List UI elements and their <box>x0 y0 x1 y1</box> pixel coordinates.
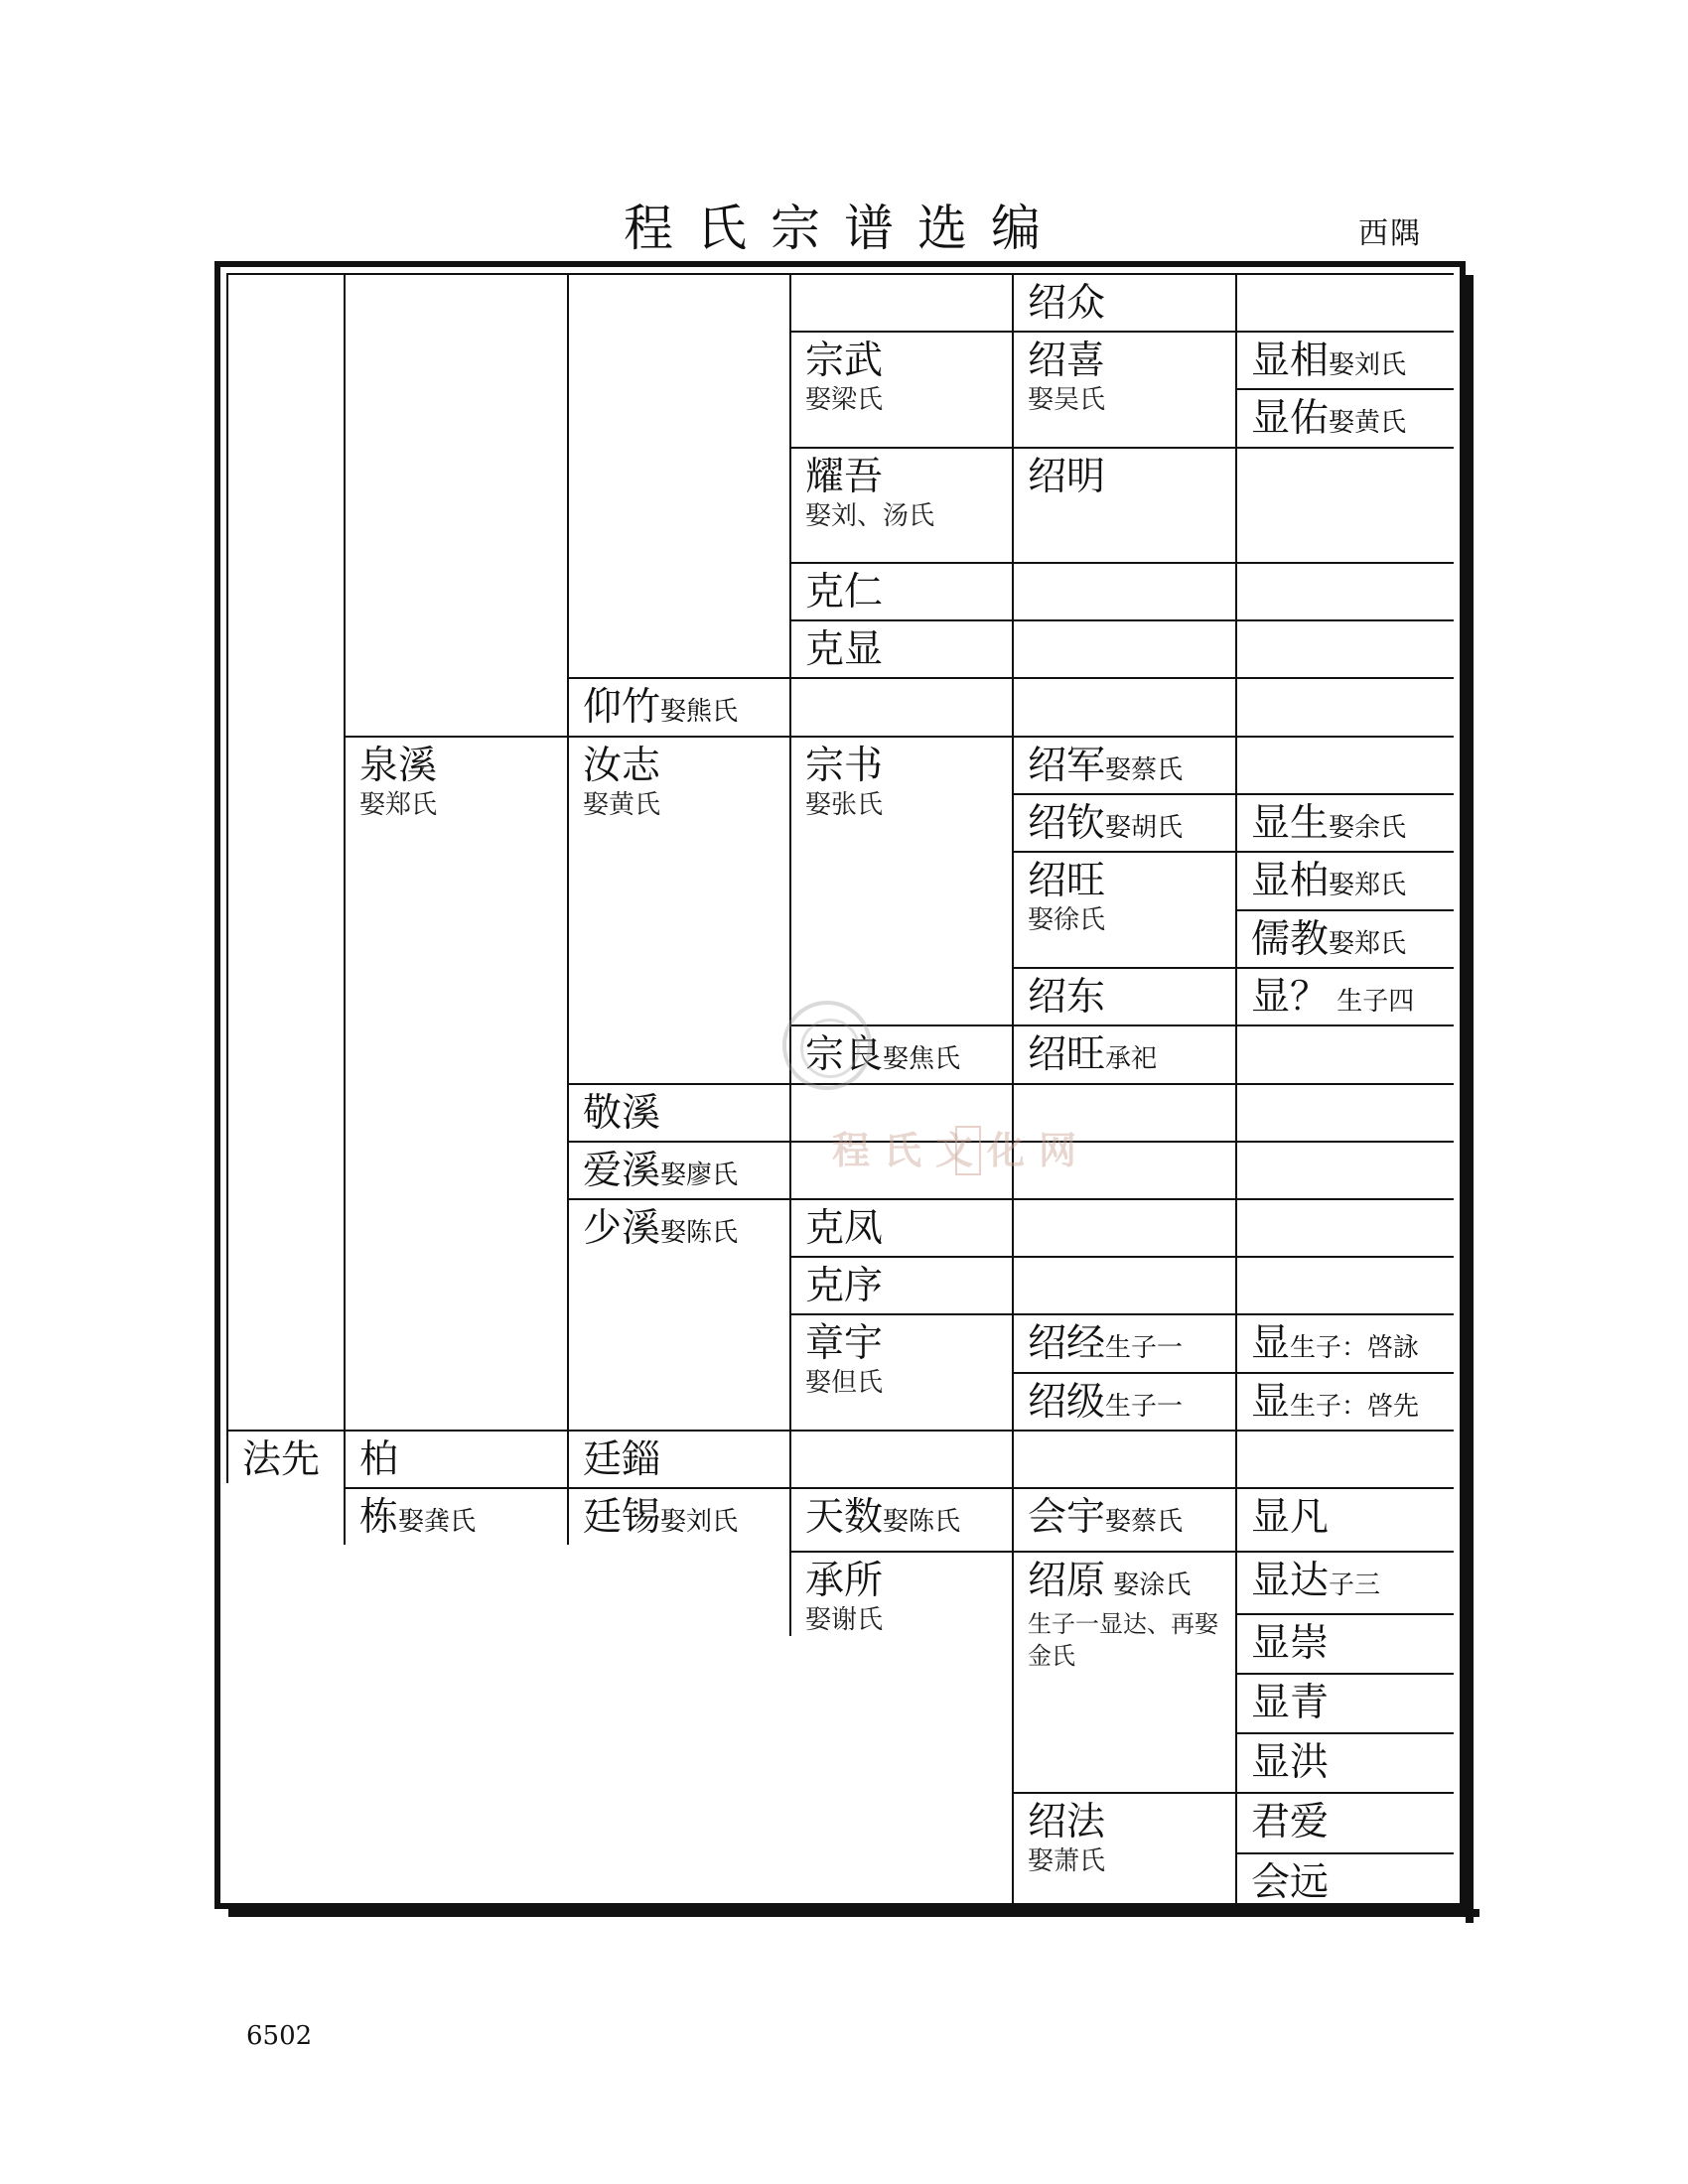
person-name <box>583 1206 789 1256</box>
genealogy-cell <box>1235 1024 1454 1083</box>
person-name-text: 宗书 <box>805 744 884 788</box>
person-name <box>583 1149 789 1198</box>
genealogy-cell <box>1235 1083 1454 1141</box>
person-name <box>1251 859 1454 908</box>
inline-note: 娶刘氏 <box>1329 350 1407 380</box>
genealogy-cell <box>1235 1313 1454 1372</box>
inline-note: 娶涂氏 <box>1105 1570 1192 1600</box>
person-name <box>583 1091 789 1137</box>
person-name-text: 柏 <box>359 1437 399 1482</box>
person-name-text: 克序 <box>805 1264 884 1308</box>
marriage-note: 娶郑氏 <box>359 790 438 820</box>
genealogy-cell <box>1235 1792 1454 1852</box>
person-name-text: 显 <box>1251 1321 1291 1366</box>
person-name-text: 绍原 <box>1028 1559 1106 1603</box>
inline-note: 娶蔡氏 <box>1105 1507 1184 1537</box>
inline-note: 娶焦氏 <box>883 1044 961 1074</box>
person-name-text: 天数 <box>805 1495 884 1540</box>
page-number: 6502 <box>246 2021 313 2051</box>
person-name-text: 泉溪 <box>359 744 438 788</box>
genealogy-cell <box>1235 736 1454 793</box>
person-name-text: 显相 <box>1251 339 1330 383</box>
genealogy-cell <box>789 1430 1012 1487</box>
person-name <box>1251 1860 1454 1906</box>
person-name <box>1251 1380 1454 1430</box>
genealogy-cell <box>789 447 1012 562</box>
marriage-note: 娶梁氏 <box>805 385 884 415</box>
person-name-text: 绍旺 <box>1028 859 1106 903</box>
site-watermark: 程氏文化网 <box>832 1129 1091 1172</box>
genealogy-cell <box>567 677 789 736</box>
inline-note: 承祀 <box>1105 1044 1158 1074</box>
genealogy-cell <box>1235 1141 1454 1198</box>
person-name <box>1251 1559 1454 1608</box>
marriage-note: 娶黄氏 <box>583 790 661 820</box>
inline-note: 娶龚氏 <box>398 1507 477 1537</box>
inline-note: 娶熊氏 <box>660 697 739 727</box>
genealogy-cell <box>567 1430 789 1487</box>
genealogy-cell <box>1235 1551 1454 1613</box>
person-name-text: 显？ <box>1251 975 1330 1020</box>
genealogy-cell <box>567 1083 789 1141</box>
person-name <box>1028 339 1235 384</box>
genealogy-cell <box>1012 793 1235 851</box>
person-name <box>1251 917 1454 967</box>
person-name <box>1251 1740 1454 1786</box>
person-name-text: 耀吾 <box>805 455 884 499</box>
person-name-text: 绍法 <box>1028 1800 1106 1844</box>
inline-note: 生子一 <box>1105 1392 1184 1422</box>
person-name <box>805 1495 1012 1545</box>
person-name-text: 敬溪 <box>583 1091 661 1136</box>
inline-note: 生子：啓先 <box>1290 1392 1420 1422</box>
person-name-text: 绍喜 <box>1028 339 1106 383</box>
genealogy-cell <box>1235 1430 1454 1487</box>
genealogy-cell <box>1012 677 1235 736</box>
inline-note: 生子一 <box>1105 1333 1184 1363</box>
person-name <box>242 1437 344 1483</box>
person-name <box>1251 339 1454 388</box>
genealogy-cell <box>226 1430 344 1483</box>
genealogy-cell <box>789 331 1012 447</box>
genealogy-cell <box>567 736 789 1083</box>
person-name <box>1028 801 1235 851</box>
extra-note: 生子一显达、再娶金氏 <box>1028 1610 1218 1670</box>
person-name <box>1251 801 1454 851</box>
person-name <box>1251 1681 1454 1726</box>
genealogy-cell <box>1235 273 1454 331</box>
genealogy-cell <box>1012 562 1235 619</box>
person-name-text: 绍级 <box>1028 1380 1106 1425</box>
person-name-text: 显达 <box>1251 1559 1330 1603</box>
person-name-text: 显柏 <box>1251 859 1330 903</box>
person-name-text: 绍明 <box>1028 455 1106 499</box>
inline-note: 生子四 <box>1329 987 1415 1017</box>
person-name <box>805 570 1012 615</box>
page-title: 程氏宗谱选编 <box>624 200 1064 257</box>
genealogy-cell <box>789 677 1012 736</box>
genealogy-cell <box>1012 736 1235 793</box>
person-name <box>583 685 789 735</box>
inline-note: 娶蔡氏 <box>1105 755 1184 785</box>
person-name-text: 显洪 <box>1251 1740 1330 1785</box>
genealogy-cell <box>344 1487 567 1545</box>
genealogy-cell <box>1012 331 1235 447</box>
genealogy-cell <box>1235 331 1454 388</box>
person-name <box>805 1206 1012 1252</box>
inline-note: 娶陈氏 <box>883 1507 961 1537</box>
person-name-text: 绍经 <box>1028 1321 1106 1366</box>
person-name <box>1028 859 1235 904</box>
genealogy-cell <box>1235 909 1454 967</box>
person-name-text: 绍旺 <box>1028 1032 1106 1077</box>
genealogy-cell <box>1012 1487 1235 1551</box>
inline-note: 娶郑氏 <box>1329 871 1407 900</box>
genealogy-cell <box>1012 967 1235 1024</box>
genealogy-cell <box>1012 1024 1235 1083</box>
person-name-text: 绍众 <box>1028 281 1106 326</box>
genealogy-cell <box>789 562 1012 619</box>
genealogy-cell <box>1012 447 1235 562</box>
person-name <box>1028 1495 1235 1545</box>
person-name <box>1028 744 1235 793</box>
genealogy-cell <box>1235 851 1454 909</box>
inline-note: 娶郑氏 <box>1329 929 1407 959</box>
person-name-text: 宗武 <box>805 339 884 383</box>
genealogy-cell <box>789 1256 1012 1313</box>
person-name <box>1028 1559 1235 1608</box>
genealogy-cell <box>789 273 1012 331</box>
person-name <box>359 744 567 789</box>
genealogy-cell <box>789 1198 1012 1256</box>
genealogy-cell <box>1235 967 1454 1024</box>
person-name <box>1028 281 1235 327</box>
person-name <box>805 627 1012 673</box>
genealogy-cell <box>789 619 1012 677</box>
inline-note: 娶刘氏 <box>660 1507 739 1537</box>
person-name <box>1028 455 1235 500</box>
person-name-text: 汝志 <box>583 744 661 788</box>
marriage-note: 娶萧氏 <box>1028 1846 1106 1876</box>
genealogy-cell <box>567 273 789 677</box>
person-name <box>1028 975 1235 1021</box>
inline-note: 娶胡氏 <box>1105 813 1184 843</box>
genealogy-cell <box>789 1551 1012 1636</box>
genealogy-cell <box>1012 851 1235 967</box>
person-name <box>1251 1800 1454 1845</box>
genealogy-cell <box>789 736 1012 1024</box>
region-label: 西隅 <box>1358 216 1422 251</box>
genealogy-cell <box>1235 388 1454 447</box>
person-name-text: 儒教 <box>1251 917 1330 962</box>
genealogy-cell <box>344 273 567 736</box>
genealogy-cell <box>1235 562 1454 619</box>
person-name-text: 会宇 <box>1028 1495 1106 1540</box>
genealogy-cell <box>1012 1313 1235 1372</box>
person-name <box>583 1437 789 1483</box>
marriage-note: 娶徐氏 <box>1028 905 1106 935</box>
person-name <box>805 1321 1012 1367</box>
genealogy-cell <box>789 1024 1012 1083</box>
genealogy-cell <box>1012 619 1235 677</box>
inline-note: 娶黄氏 <box>1329 408 1407 438</box>
person-name-text: 绍钦 <box>1028 801 1106 846</box>
person-name <box>805 744 1012 789</box>
inline-note: 娶余氏 <box>1329 813 1407 843</box>
person-name-text: 承所 <box>805 1559 884 1603</box>
genealogy-cell <box>567 1141 789 1198</box>
person-name-text: 显生 <box>1251 801 1330 846</box>
genealogy-cell <box>1235 1852 1454 1911</box>
person-name-text: 克显 <box>805 627 884 672</box>
person-name <box>805 455 1012 500</box>
genealogy-cell <box>1235 1613 1454 1673</box>
genealogy-cell <box>1012 1083 1235 1141</box>
person-name-text: 显凡 <box>1251 1495 1330 1540</box>
genealogy-cell <box>1235 619 1454 677</box>
marriage-note: 娶谢氏 <box>805 1605 884 1635</box>
person-name-text: 栋 <box>359 1495 399 1540</box>
person-name <box>1251 1495 1454 1541</box>
genealogy-cell <box>1012 1141 1235 1198</box>
inline-note: 娶廖氏 <box>660 1160 739 1190</box>
person-name-text: 廷锡 <box>583 1495 661 1540</box>
genealogy-cell <box>1235 1732 1454 1792</box>
genealogy-cell <box>1235 1673 1454 1732</box>
marriage-note: 娶吴氏 <box>1028 385 1106 415</box>
person-name <box>1251 396 1454 446</box>
genealogy-cell <box>344 1430 567 1487</box>
person-name <box>1251 1321 1454 1371</box>
person-name <box>1028 1321 1235 1371</box>
genealogy-cell <box>789 1313 1012 1430</box>
genealogy-cell <box>226 273 344 1430</box>
person-name <box>1028 1380 1235 1430</box>
person-name-text: 绍东 <box>1028 975 1106 1020</box>
person-name-text: 绍军 <box>1028 744 1106 788</box>
person-name-text: 仰竹 <box>583 685 661 730</box>
person-name <box>805 1559 1012 1604</box>
person-name <box>1028 1032 1235 1082</box>
genealogy-cell <box>567 1198 789 1430</box>
genealogy-cell <box>1235 793 1454 851</box>
person-name <box>805 1032 1012 1082</box>
genealogy-cell <box>1012 1372 1235 1430</box>
person-name-text: 显崇 <box>1251 1621 1330 1666</box>
person-name-text: 君爱 <box>1251 1800 1330 1844</box>
genealogy-cell <box>1012 1430 1235 1487</box>
marriage-note: 娶张氏 <box>805 790 884 820</box>
person-name <box>359 1495 567 1545</box>
person-name <box>583 1495 789 1545</box>
person-name-text: 会远 <box>1251 1860 1330 1905</box>
genealogy-cell <box>344 736 567 1430</box>
genealogy-cell <box>789 1083 1012 1141</box>
person-name <box>583 744 789 789</box>
genealogy-cell <box>1012 1256 1235 1313</box>
person-name <box>805 339 1012 384</box>
genealogy-cell <box>1235 1256 1454 1313</box>
person-name <box>1251 1621 1454 1667</box>
genealogy-cell <box>1235 1372 1454 1430</box>
genealogy-cell <box>1012 1792 1235 1911</box>
inline-note: 子三 <box>1329 1570 1381 1600</box>
person-name-text: 廷錙 <box>583 1437 661 1482</box>
marriage-note: 娶但氏 <box>805 1368 884 1398</box>
person-name-text: 少溪 <box>583 1206 661 1251</box>
genealogy-cell <box>789 1141 1012 1198</box>
genealogy-cell <box>1012 273 1235 331</box>
genealogy-cell <box>1012 1551 1235 1792</box>
marriage-note: 娶刘、汤氏 <box>805 501 935 531</box>
person-name-text: 爱溪 <box>583 1149 661 1193</box>
inline-note: 娶陈氏 <box>660 1218 739 1248</box>
person-name-text: 法先 <box>242 1437 321 1482</box>
person-name-text: 显 <box>1251 1380 1291 1425</box>
genealogy-cell <box>1235 677 1454 736</box>
person-name-text: 显青 <box>1251 1681 1330 1725</box>
person-name-text: 显佑 <box>1251 396 1330 441</box>
person-name <box>1251 975 1454 1024</box>
person-name <box>359 1437 567 1483</box>
person-name-text: 宗良 <box>805 1032 884 1077</box>
genealogy-cell <box>789 1487 1012 1551</box>
person-name <box>1028 1800 1235 1845</box>
genealogy-cell <box>1235 1487 1454 1551</box>
person-name-text: 克凤 <box>805 1206 884 1251</box>
person-name-text: 章宇 <box>805 1321 884 1366</box>
person-name <box>805 1264 1012 1309</box>
genealogy-cell <box>1235 447 1454 562</box>
genealogy-cell <box>567 1487 789 1545</box>
genealogy-cell <box>1012 1198 1235 1256</box>
person-name-text: 克仁 <box>805 570 884 614</box>
genealogy-cell <box>1235 1198 1454 1256</box>
inline-note: 生子：啓詠 <box>1290 1333 1420 1363</box>
